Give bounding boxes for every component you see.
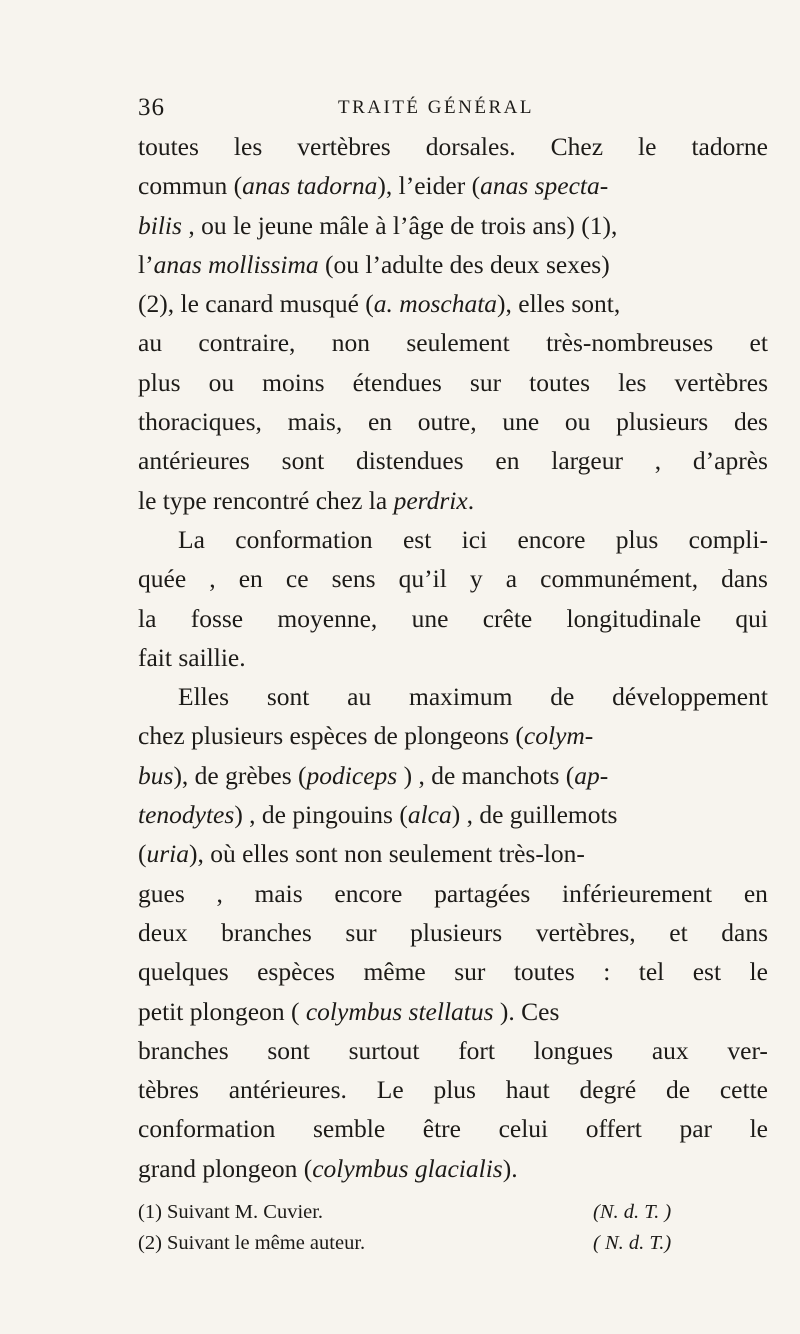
- text-segment: fait saillie.: [138, 642, 246, 672]
- word: vertèbres: [297, 132, 391, 161]
- word: fosse: [190, 603, 244, 633]
- text-segment: (: [138, 839, 147, 869]
- word: sens: [331, 564, 376, 594]
- word: sont: [267, 1035, 310, 1065]
- word: branches: [138, 1035, 229, 1065]
- text-segment: (2), le canard musqué (: [138, 289, 374, 319]
- word: les: [233, 132, 263, 161]
- italic-segment: colymbus glacialis: [312, 1153, 503, 1183]
- word: mais: [254, 878, 303, 908]
- word: branches: [221, 917, 312, 947]
- word: sur: [454, 957, 486, 987]
- body-text: [138, 127, 768, 1188]
- word: ,: [216, 878, 223, 908]
- word: surtout: [348, 1035, 420, 1065]
- text-line: [138, 245, 768, 284]
- word: d’après: [692, 446, 768, 476]
- word: très-nombreuses: [546, 328, 714, 358]
- text-line: [138, 323, 768, 362]
- text-line: [138, 1109, 768, 1148]
- word: La: [178, 524, 205, 554]
- italic-segment: uria: [146, 839, 190, 869]
- word: cette: [719, 1075, 768, 1105]
- word: vertèbres,: [535, 917, 636, 947]
- text-segment: ) , de pingouins (: [234, 800, 408, 830]
- word: communément,: [540, 564, 699, 594]
- text-line: [138, 1031, 768, 1070]
- text-line: [138, 992, 768, 1031]
- word: plus: [138, 367, 181, 397]
- text-line: [138, 913, 768, 952]
- word: toutes: [513, 957, 575, 987]
- word: et: [669, 917, 688, 947]
- word: distendues: [355, 446, 464, 476]
- word: ou: [208, 367, 235, 397]
- italic-segment: ap-: [574, 760, 609, 790]
- word: thoraciques,: [138, 407, 262, 437]
- italic-segment: bus: [138, 760, 174, 790]
- word: a: [505, 564, 518, 594]
- italic-segment: a. moschata: [373, 289, 498, 319]
- word: sur: [345, 917, 377, 947]
- word: ver-: [727, 1035, 768, 1065]
- word: largeur: [551, 446, 623, 476]
- word: de: [550, 682, 575, 712]
- word: antérieures.: [228, 1075, 347, 1105]
- text-segment: ), de grèbes (: [173, 760, 307, 790]
- word: semble: [312, 1114, 386, 1144]
- word: sont: [281, 446, 325, 476]
- footnote-text: (1) Suivant M. Cuvier.: [138, 1201, 324, 1223]
- page-number: 36: [138, 94, 165, 121]
- word: partagées: [434, 878, 531, 908]
- word: au: [138, 328, 163, 358]
- word: plusieurs: [410, 917, 503, 947]
- italic-segment: perdrix: [393, 485, 468, 515]
- italic-segment: bilis: [138, 210, 182, 240]
- text-line: [138, 284, 768, 323]
- word: encore: [517, 524, 586, 554]
- word: en: [743, 878, 768, 908]
- word: une: [502, 407, 540, 437]
- word: toutes: [138, 132, 199, 161]
- word: gues: [138, 878, 185, 908]
- word: Elles: [178, 682, 229, 712]
- italic-segment: anas specta-: [480, 171, 609, 201]
- word: être: [422, 1114, 461, 1144]
- text-segment: , ou le jeune mâle à l’âge de trois ans) (1),: [181, 210, 618, 240]
- word: en: [495, 446, 520, 476]
- text-line: [138, 677, 768, 716]
- page-header: [138, 94, 768, 124]
- footnotes: [138, 1197, 768, 1259]
- word: vertèbres: [674, 367, 768, 397]
- word: des: [733, 407, 768, 437]
- word: dans: [721, 917, 768, 947]
- word: ,: [209, 564, 216, 594]
- word: même: [363, 957, 426, 987]
- word: maximum: [409, 682, 513, 712]
- text-line: [138, 520, 768, 559]
- word: Le: [376, 1075, 404, 1105]
- text-line: [138, 795, 768, 834]
- word: le: [749, 1114, 768, 1144]
- italic-segment: tenodytes: [138, 800, 235, 830]
- word: étendues: [352, 367, 442, 397]
- text-segment: ), l’eider (: [377, 171, 481, 201]
- word: y: [469, 564, 483, 594]
- word: au: [347, 682, 372, 712]
- word: dorsales.: [425, 132, 516, 161]
- word: en: [367, 407, 393, 437]
- word: qui: [735, 603, 768, 633]
- word: quelques: [138, 957, 229, 987]
- word: conformation: [138, 1114, 276, 1144]
- word: ce: [285, 564, 309, 594]
- text-line: [138, 127, 768, 166]
- text-line: [138, 166, 768, 205]
- word: espèces: [257, 957, 335, 987]
- word: longitudinale: [566, 603, 702, 633]
- word: tadorne: [691, 132, 768, 161]
- text-line: [138, 756, 768, 795]
- word: Chez: [550, 132, 604, 161]
- running-head: TRAITÉ GÉNÉRAL: [338, 97, 534, 118]
- word: mais,: [287, 407, 343, 437]
- word: haut: [505, 1075, 550, 1105]
- word: celui: [498, 1114, 549, 1144]
- word: degré: [579, 1075, 637, 1105]
- text-segment: (ou l’adulte des deux sexes): [318, 249, 610, 279]
- word: contraire,: [198, 328, 296, 358]
- word: et: [749, 328, 768, 358]
- text-line: [138, 716, 768, 755]
- word: inférieurement: [562, 878, 713, 908]
- text-segment: ), où elles sont non seulement très-lon-: [189, 839, 585, 869]
- word: fort: [458, 1035, 496, 1065]
- text-segment: ).: [502, 1153, 518, 1183]
- word: compli-: [688, 524, 768, 554]
- word: la: [138, 603, 157, 633]
- text-line: [138, 559, 768, 598]
- word: plus: [615, 524, 659, 554]
- word: toutes: [529, 367, 591, 397]
- word: qu’il: [398, 564, 447, 594]
- word: seulement: [406, 328, 510, 358]
- word: conformation: [235, 524, 373, 554]
- text-line: [138, 1070, 768, 1109]
- italic-segment: colym-: [523, 721, 594, 751]
- word: de: [665, 1075, 691, 1105]
- text-line: [138, 1149, 768, 1188]
- word: les: [618, 367, 647, 397]
- word: est: [692, 957, 722, 987]
- word: ici: [461, 524, 488, 554]
- word: le: [638, 132, 657, 161]
- word: le: [749, 957, 768, 987]
- word: en: [238, 564, 263, 594]
- word: par: [679, 1114, 713, 1144]
- word: outre,: [417, 407, 477, 437]
- word: :: [603, 957, 611, 987]
- text-line: [138, 952, 768, 991]
- word: plusieurs: [616, 407, 709, 437]
- word: non: [331, 328, 370, 358]
- italic-segment: podiceps: [306, 760, 398, 790]
- word: développement: [612, 682, 768, 712]
- word: deux: [138, 917, 188, 947]
- text-line: [138, 206, 768, 245]
- word: sur: [469, 367, 502, 397]
- footnote: [138, 1228, 768, 1259]
- text-line: [138, 481, 768, 520]
- text-segment: le type rencontré chez la: [138, 485, 394, 515]
- text-segment: ) , de guillemots: [451, 800, 618, 830]
- text-line: [138, 874, 768, 913]
- word: antérieures: [138, 446, 250, 476]
- text-segment: ). Ces: [493, 996, 560, 1026]
- word: aux: [651, 1035, 689, 1065]
- text-segment: ) , de manchots (: [397, 760, 575, 790]
- text-line: [138, 441, 768, 480]
- text-line: [138, 599, 768, 638]
- footnote-source: ( N. d. T.): [593, 1232, 672, 1254]
- word: moins: [262, 367, 325, 397]
- word: plus: [433, 1075, 476, 1105]
- text-segment: .: [467, 485, 475, 515]
- text-segment: chez plusieurs espèces de plongeons (: [138, 721, 524, 751]
- word: tel: [638, 957, 665, 987]
- text-segment: petit plongeon (: [138, 996, 306, 1026]
- footnote-text: (2) Suivant le même auteur.: [138, 1232, 366, 1254]
- word: sont: [266, 682, 310, 712]
- text-segment: l’: [138, 249, 154, 279]
- text-line: [138, 402, 768, 441]
- word: offert: [585, 1114, 642, 1144]
- word: quée: [138, 564, 187, 594]
- text-line: [138, 363, 768, 402]
- word: ou: [564, 407, 591, 437]
- word: longues: [533, 1035, 614, 1065]
- text-segment: commun (: [138, 171, 243, 201]
- text-segment: grand plongeon (: [138, 1153, 313, 1183]
- text-line: [138, 638, 768, 677]
- word: encore: [334, 878, 403, 908]
- word: tèbres: [138, 1075, 199, 1105]
- word: est: [402, 524, 432, 554]
- footnote: [138, 1197, 768, 1228]
- word: moyenne,: [277, 603, 378, 633]
- text-segment: ), elles sont,: [497, 289, 621, 319]
- italic-segment: colymbus stellatus: [305, 996, 494, 1026]
- word: ,: [654, 446, 662, 476]
- footnote-source: (N. d. T. ): [593, 1201, 672, 1223]
- word: une: [411, 603, 449, 633]
- italic-segment: anas tadorna: [242, 171, 378, 201]
- text-line: [138, 834, 768, 873]
- word: dans: [721, 564, 768, 594]
- word: crête: [482, 603, 533, 633]
- italic-segment: anas mollissima: [153, 249, 319, 279]
- italic-segment: alca: [407, 800, 452, 830]
